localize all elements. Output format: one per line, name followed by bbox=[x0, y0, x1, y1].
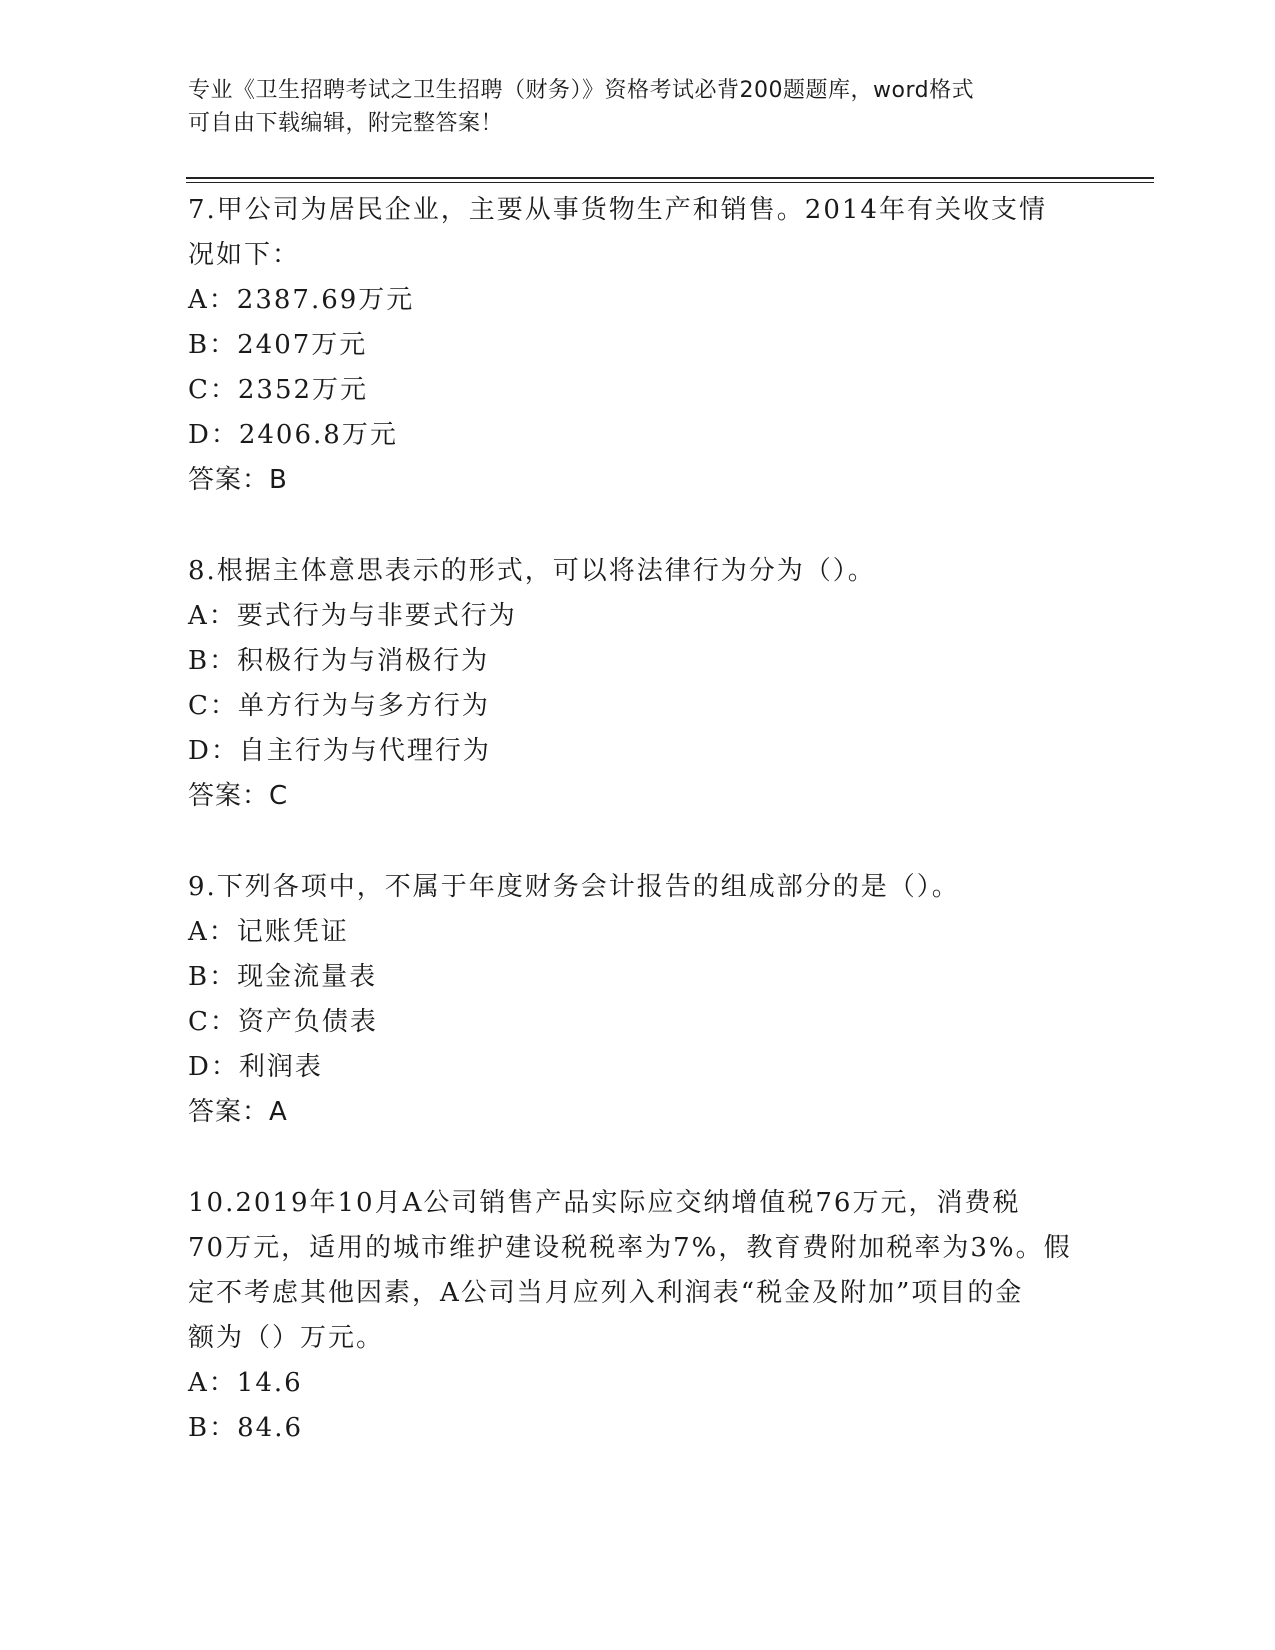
question-8 bbox=[188, 549, 1088, 819]
option-b: B：84.6 bbox=[188, 1413, 303, 1443]
header-divider-thin bbox=[186, 182, 1154, 183]
option-a: A：记账凭证 bbox=[188, 917, 349, 947]
question-stem-line: 9.下列各项中，不属于年度财务会计报告的组成部分的是（）。 bbox=[188, 872, 960, 902]
answer-line: 答案：B bbox=[188, 465, 288, 495]
header-line-1: 专业《卫生招聘考试之卫生招聘（财务）》资格考试必背200题题库，word格式 bbox=[188, 78, 975, 103]
option-b: B：积极行为与消极行为 bbox=[188, 646, 490, 676]
option-d: D：自主行为与代理行为 bbox=[188, 736, 491, 766]
question-stem-line: 70万元，适用的城市维护建设税税率为7%，教育费附加税率为3%。假 bbox=[188, 1233, 1072, 1263]
question-stem-line: 10.2019年10月A公司销售产品实际应交纳增值税76万元，消费税 bbox=[188, 1188, 1021, 1218]
option-b: B：2407万元 bbox=[188, 330, 368, 360]
option-b: B：现金流量表 bbox=[188, 962, 378, 992]
option-a: A：2387.69万元 bbox=[188, 285, 415, 315]
question-10 bbox=[188, 1181, 1088, 1451]
question-stem-line: 额为（）万元。 bbox=[188, 1323, 385, 1353]
document-header bbox=[188, 74, 1078, 140]
option-d: D：利润表 bbox=[188, 1052, 323, 1082]
question-7 bbox=[188, 188, 1088, 503]
question-9 bbox=[188, 865, 1088, 1135]
question-stem-line: 7.甲公司为居民企业，主要从事货物生产和销售。2014年有关收支情 bbox=[188, 195, 1047, 225]
option-c: C：2352万元 bbox=[188, 375, 369, 405]
answer-line: 答案：A bbox=[188, 1097, 288, 1127]
option-c: C：资产负债表 bbox=[188, 1007, 378, 1037]
header-divider-thick bbox=[186, 177, 1154, 179]
option-d: D：2406.8万元 bbox=[188, 420, 398, 450]
option-a: A：要式行为与非要式行为 bbox=[188, 601, 517, 631]
option-a: A：14.6 bbox=[188, 1368, 303, 1398]
question-stem-line: 定不考虑其他因素，A公司当月应列入利润表“税金及附加”项目的金 bbox=[188, 1278, 1024, 1308]
question-list bbox=[188, 188, 1088, 1497]
answer-line: 答案：C bbox=[188, 781, 289, 811]
header-line-2: 可自由下载编辑，附完整答案！ bbox=[188, 111, 504, 136]
question-stem-line: 况如下： bbox=[188, 240, 301, 270]
question-stem-line: 8.根据主体意思表示的形式，可以将法律行为分为（）。 bbox=[188, 556, 876, 586]
option-c: C：单方行为与多方行为 bbox=[188, 691, 490, 721]
